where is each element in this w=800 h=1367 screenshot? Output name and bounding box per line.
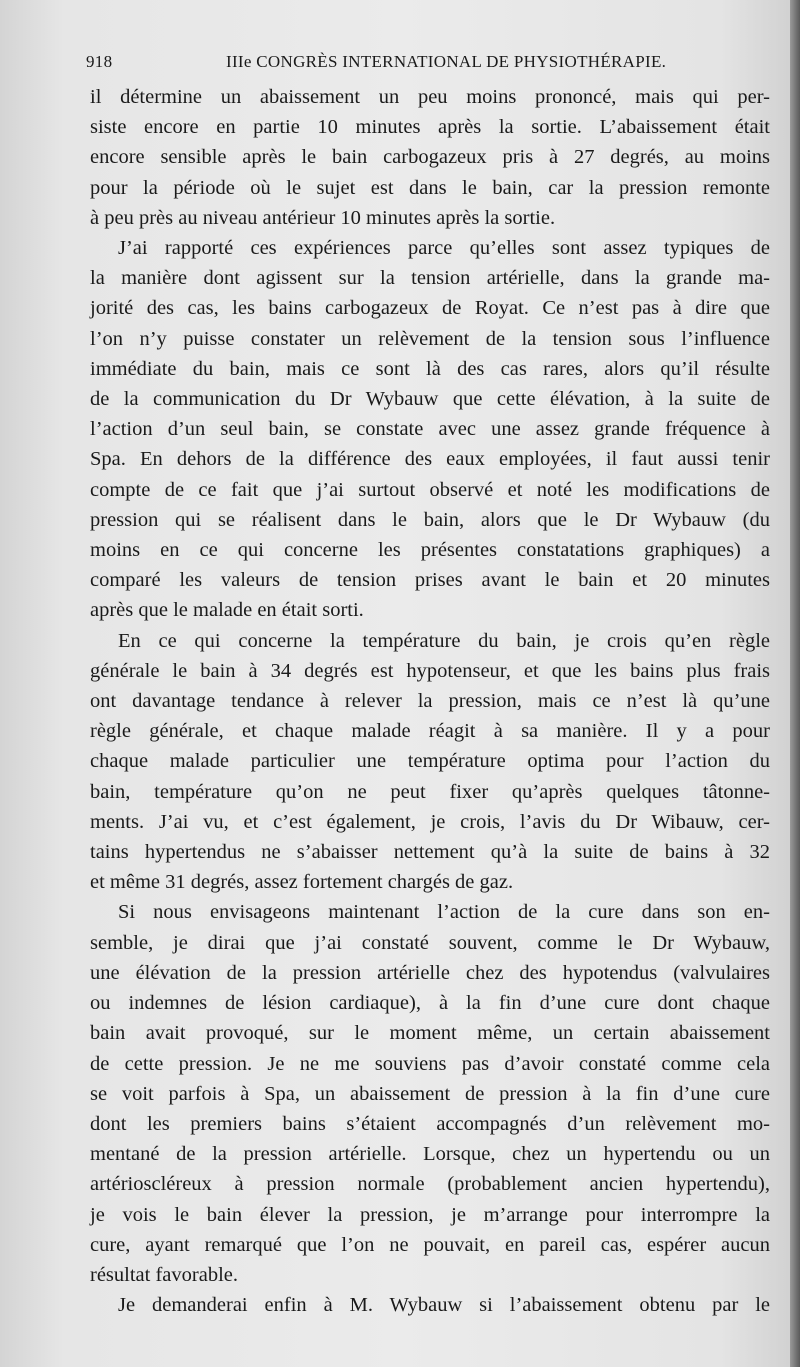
text-line: résultat favorable. — [90, 1263, 238, 1286]
text-line: la manière dont agissent sur la tension artérielle, dans la grande ma- — [90, 267, 770, 290]
text-line: cure, ayant remarqué que l’on ne pouvait, en pareil cas, espérer aucun — [90, 1233, 770, 1256]
text-line: chaque malade particulier une température optima pour l’action du — [90, 750, 770, 773]
text-line: compte de ce fait que j’ai surtout observé et noté les modifications de — [90, 478, 770, 501]
text-line: après que le malade en était sorti. — [90, 599, 364, 622]
text-line: mentané de la pression artérielle. Lorsque, chez un hypertendu ou un — [90, 1143, 770, 1166]
text-line: pour la période où le sujet est dans le bain, car la pression remonte — [90, 176, 770, 199]
text-line: de cette pression. Je ne me souviens pas d’avoir constaté comme cela — [90, 1052, 770, 1075]
text-line: Spa. En dehors de la différence des eaux employées, il faut aussi tenir — [90, 448, 770, 471]
text-line: dont les premiers bains s’étaient accompagnés d’un relèvement mo- — [90, 1112, 770, 1135]
page-edge-shadow — [790, 0, 800, 1367]
text-line: bain, température qu’on ne peut fixer qu’après quelques tâtonne- — [90, 780, 770, 803]
text-line: à peu près au niveau antérieur 10 minutes après la sortie. — [90, 206, 556, 229]
text-line: bain avait provoqué, sur le moment même, un certain abaissement — [90, 1022, 770, 1045]
text-line: ont davantage tendance à relever la pression, mais ce n’est là qu’une — [90, 690, 770, 713]
text-line: moins en ce qui concerne les présentes constatations graphiques) a — [90, 539, 770, 562]
text-line: jorité des cas, les bains carbogazeux de Royat. Ce n’est pas à dire que — [90, 297, 770, 320]
text-line: générale le bain à 34 degrés est hypotenseur, et que les bains plus frais — [90, 659, 770, 682]
text-line: tains hypertendus ne s’abaisser nettement qu’à la suite de bains à 32 — [90, 841, 770, 864]
text-line: ou indemnes de lésion cardiaque), à la fin d’une cure dont chaque — [90, 992, 770, 1015]
text-line: J’ai rapporté ces expériences parce qu’elles sont assez typiques de — [118, 237, 770, 260]
text-line: je vois le bain élever la pression, je m’arrange pour interrompre la — [90, 1203, 770, 1226]
text-line: pression qui se réalisent dans le bain, alors que le Dr Wybauw (du — [90, 508, 770, 531]
text-line: il détermine un abaissement un peu moins prononcé, mais qui per- — [90, 86, 770, 108]
text-line: artérioscléreux à pression normale (probablement ancien hypertendu), — [90, 1173, 770, 1196]
text-line: règle générale, et chaque malade réagit à sa manière. Il y a pour — [90, 720, 770, 743]
text-line: siste encore en partie 10 minutes après la sortie. L’abaissement était — [90, 116, 770, 139]
text-line: de la communication du Dr Wybauw que cette élévation, à la suite de — [90, 388, 770, 411]
text-line: comparé les valeurs de tension prises avant le bain et 20 minutes — [90, 569, 770, 592]
text-line: une élévation de la pression artérielle chez des hypotendus (valvulaires — [90, 961, 770, 984]
text-line: et même 31 degrés, assez fortement chargés de gaz. — [90, 871, 514, 894]
text-line: immédiate du bain, mais ce sont là des cas rares, alors qu’il résulte — [90, 357, 770, 380]
text-line: Si nous envisageons maintenant l’action de la cure dans son en- — [118, 901, 770, 924]
text-line: Je demanderai enfin à M. Wybauw si l’abaissement obtenu par le — [118, 1294, 770, 1317]
body-text — [90, 82, 770, 1320]
text-line: ments. J’ai vu, et c’est également, je crois, l’avis du Dr Wibauw, cer- — [90, 810, 770, 833]
text-line: se voit parfois à Spa, un abaissement de pression à la fin d’une cure — [90, 1082, 770, 1105]
running-title: IIIe CONGRÈS INTERNATIONAL DE PHYSIOTHÉRAPIE. — [226, 52, 667, 71]
text-line: En ce qui concerne la température du bain, je crois qu’en règle — [118, 629, 770, 652]
text-line: encore sensible après le bain carbogazeux pris à 27 degrés, au moins — [90, 146, 770, 169]
page-number: 918 — [86, 52, 113, 71]
text-line: l’action d’un seul bain, se constate avec une assez grande fréquence à — [90, 418, 770, 441]
text-line: l’on n’y puisse constater un relèvement de la tension sous l’influence — [90, 327, 770, 350]
text-line: semble, je dirai que j’ai constaté souvent, comme le Dr Wybauw, — [90, 931, 770, 954]
